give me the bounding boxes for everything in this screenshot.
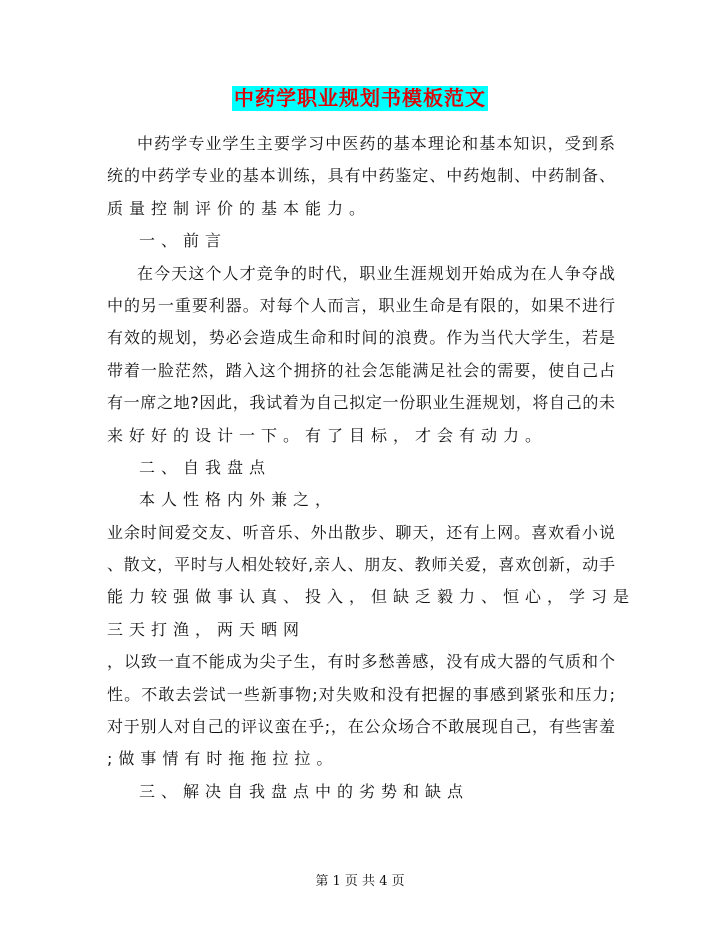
paragraph-line: 能力较强做事认真、投入，但缺乏毅力、恒心，学习是 <box>107 587 636 607</box>
section-heading: 一、前言 <box>139 231 228 251</box>
paragraph-line: 来好好的设计一下。有了目标，才会有动力。 <box>107 425 548 445</box>
paragraph-line: 、散文，平时与人相处较好,亲人、朋友、教师关爱，喜欢创新，动手 <box>107 555 615 575</box>
paragraph-line: 性。不敢去尝试一些新事物;对失败和没有把握的事感到紧张和压力; <box>107 684 615 704</box>
paragraph-line: 三天打渔，两天晒网 <box>107 619 306 639</box>
paragraph-line: 有一席之地?因此，我试着为自己拟定一份职业生涯规划，将自己的未 <box>107 393 615 413</box>
paragraph-line: ，以致一直不能成为尖子生，有时多愁善感，没有成大器的气质和个 <box>107 652 615 672</box>
paragraph-line: 中的另一重要利器。对每个人而言，职业生命是有限的，如果不进行 <box>107 295 615 315</box>
paragraph-line: 业余时间爱交友、听音乐、外出散步、聊天，还有上网。喜欢看小说 <box>107 522 615 542</box>
paragraph-line: 带着一脸茫然，踏入这个拥挤的社会怎能满足社会的需要，使自己占 <box>107 360 615 380</box>
paragraph-line: 有效的规划，势必会造成生命和时间的浪费。作为当代大学生，若是 <box>107 328 615 348</box>
paragraph-line: 统的中药学专业的基本训练，具有中药鉴定、中药炮制、中药制备、 <box>107 166 615 186</box>
paragraph-line: 在今天这个人才竞争的时代，职业生涯规划开始成为在人争夺战 <box>137 263 615 283</box>
title-container <box>0 86 720 111</box>
document-title: 中药学职业规划书模板范文 <box>234 86 486 110</box>
section-heading: 二、自我盘点 <box>139 457 272 477</box>
page-number-footer: 第 1 页 共 4 页 <box>315 874 405 889</box>
paragraph-line: 本人性格内外兼之， <box>139 490 338 510</box>
paragraph-line: ;做事情有时拖拖拉拉。 <box>107 749 339 769</box>
document-body <box>107 128 636 808</box>
paragraph-line: 质量控制评价的基本能力。 <box>107 198 372 218</box>
section-heading: 三、解决自我盘点中的劣势和缺点 <box>139 781 470 801</box>
paragraph-line: 中药学专业学生主要学习中医药的基本理论和基本知识，受到系 <box>137 134 615 153</box>
paragraph-line: 对于别人对自己的评议蛮在乎;，在公众场合不敢展现自己，有些害羞 <box>107 717 615 737</box>
